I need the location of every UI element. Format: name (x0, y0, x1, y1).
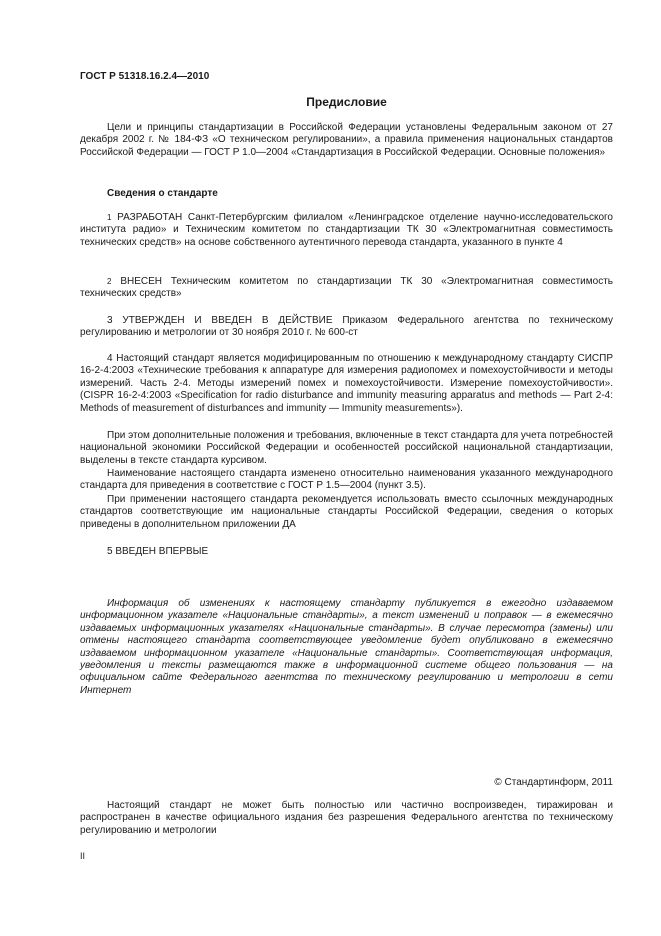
item-4-paragraph: 4 Настоящий стандарт является модифицированным по отношению к международному стандарту СИСПР 16-2-4:2003 «Технические требования к аппаратуре для измерения радиопомех и помехоустойчивости и методы измерений. Часть 2-4. Методы измерений помех и помехоустойчивости. Измерение помехоустойчивости». (CISPR 16-2-4:2003 «Specification for radio disturbance and immunity measuring apparatus and methods — Part 2-4: Methods of measurement of disturbances and immunity — Immunity measurements»). (80, 353, 613, 414)
item-2-text: ВНЕСЕН Техническим комитетом по стандартизации ТК 30 «Электромагнитная совместимость технических средств» (80, 276, 613, 300)
reproduction-notice: Настоящий стандарт не может быть полностью или частично воспроизведен, тиражирован и распространен в качестве официального издания без разрешения Федерального агентства по техническому регулированию и метрологии (80, 800, 613, 836)
doc-number-header: ГОСТ Р 51318.16.2.4—2010 (80, 71, 210, 82)
item-4-additions-paragraph: При этом дополнительные положения и требования, включенные в текст стандарта для учета потребностей национальной экономики Российской Федерации и особенностей российской национальной стандартизации, выделены в тексте стандарта курсивом. (80, 430, 613, 466)
item-5-paragraph: 5 ВВЕДЕН ВПЕРВЫЕ (107, 546, 209, 557)
copyright: © Стандартинформ, 2011 (494, 777, 613, 788)
page-title: Предисловие (306, 95, 387, 109)
page-number: II (80, 851, 86, 861)
item-4-name-paragraph: Наименование настоящего стандарта изменено относительно наименования указанного международного стандарта для приведения в соответствие с ГОСТ Р 1.5—2004 (пункт 3.5). (80, 468, 613, 492)
item-1-number: 1 (107, 213, 112, 222)
item-2-number: 2 (107, 277, 112, 286)
intro-paragraph: Цели и принципы стандартизации в Российской Федерации установлены Федеральным законом от 27 декабря 2002 г. № 184-ФЗ «О техническом регулировании», а правила применения национальных стандартов Российской Федерации — ГОСТ Р 1.0—2004 «Стандартизация в Российской Федерации. Основные положения» (80, 122, 613, 158)
item-2-paragraph (80, 276, 613, 301)
item-1-paragraph (80, 212, 613, 249)
notice-paragraph: Информация об изменениях к настоящему стандарту публикуется в ежегодно издаваемом информационном указателе «Национальные стандарты», а текст изменений и поправок — в ежемесячно издаваемых информационных указателях «Национальные стандарты». В случае пересмотра (замены) или отмены настоящего стандарта соответствующее уведомление будет опубликовано в ежемесячно издаваемом информационном указателе «Национальные стандарты». Соответствующая информация, уведомления и тексты размещаются также в информационной системе общего пользования — на официальном сайте Федерального агентства по техническому регулированию и метрологии в сети Интернет (80, 598, 613, 696)
item-4-references-paragraph: При применении настоящего стандарта рекомендуется использовать вместо ссылочных международных стандартов соответствующие им национальные стандарты Российской Федерации, сведения о которых приведены в дополнительном приложении ДА (80, 494, 613, 530)
item-1-text: РАЗРАБОТАН Санкт-Петербургским филиалом «Ленинградское отделение научно-исследовательского института радио» и Техническим комитетом по стандартизации ТК 30 «Электромагнитная совместимость технических средств» на основе собственного аутентичного перевода стандарта, указанного в пункте 4 (80, 212, 613, 248)
section-subheading: Сведения о стандарте (107, 188, 218, 199)
item-3-paragraph: 3 УТВЕРЖДЕН И ВВЕДЕН В ДЕЙСТВИЕ Приказом Федерального агентства по техническому регулированию и метрологии от 30 ноября 2010 г. № 600-ст (80, 315, 613, 339)
